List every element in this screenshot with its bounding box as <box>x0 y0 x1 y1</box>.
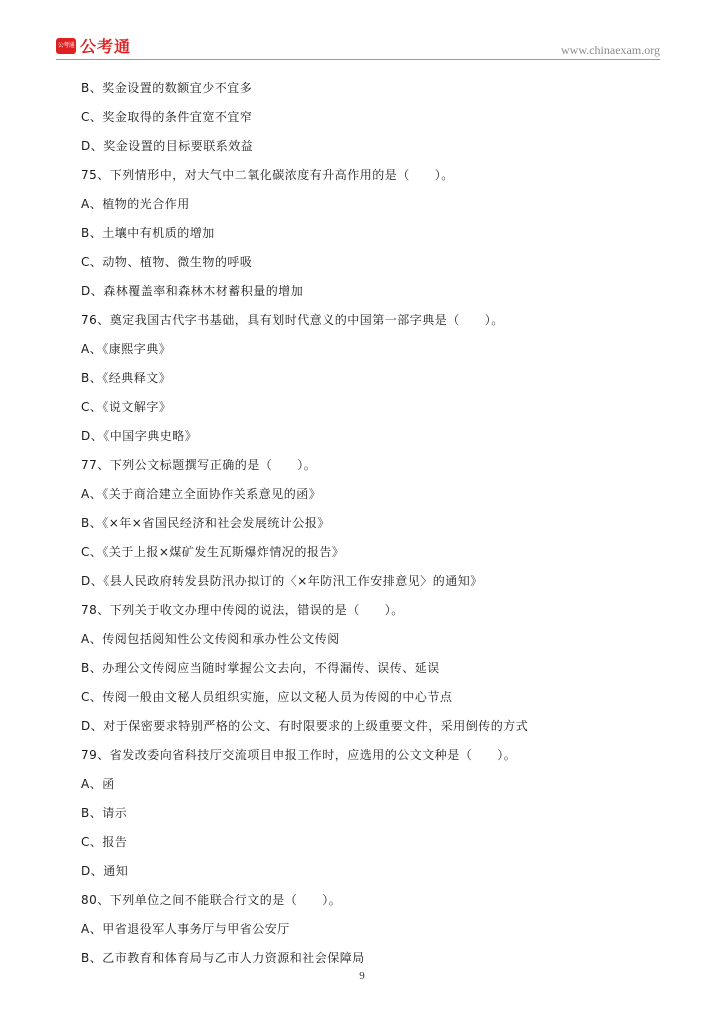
answer-option: D、奖金设置的目标要联系效益 <box>81 139 254 153</box>
answer-option: A、《关于商洽建立全面协作关系意见的函》 <box>81 487 322 501</box>
answer-option: A、函 <box>81 777 115 791</box>
question-stem: 80、下列单位之间不能联合行文的是（ ）。 <box>81 893 342 907</box>
answer-option: A、植物的光合作用 <box>81 197 190 211</box>
answer-option: D、森林覆盖率和森林木材蓄积量的增加 <box>81 284 304 298</box>
answer-option: D、通知 <box>81 864 129 878</box>
answer-option: C、《关于上报×煤矿发生瓦斯爆炸情况的报告》 <box>81 545 345 559</box>
site-url[interactable]: www.chinaexam.org <box>561 43 660 57</box>
question-stem: 77、下列公文标题撰写正确的是（ ）。 <box>81 458 317 472</box>
header-divider <box>56 59 660 60</box>
logo-text: 公考通 <box>80 37 132 56</box>
document-body <box>81 78 661 977</box>
answer-option: A、甲省退役军人事务厅与甲省公安厅 <box>81 922 290 936</box>
page-number: 9 <box>359 970 365 982</box>
question-stem: 75、下列情形中，对大气中二氧化碳浓度有升高作用的是（ ）。 <box>81 168 454 182</box>
question-stem: 76、奠定我国古代字书基础，具有划时代意义的中国第一部字典是（ ）。 <box>81 313 504 327</box>
answer-option: B、土壤中有机质的增加 <box>81 226 215 240</box>
answer-option: C、动物、植物、微生物的呼吸 <box>81 255 253 269</box>
logo-badge-icon: 公考通 <box>56 38 76 54</box>
answer-option: D、《县人民政府转发县防汛办拟订的〈×年防汛工作安排意见〉的通知》 <box>81 574 483 588</box>
question-stem: 78、下列关于收文办理中传阅的说法，错误的是（ ）。 <box>81 603 404 617</box>
logo[interactable] <box>56 34 131 57</box>
answer-option: A、传阅包括阅知性公文传阅和承办性公文传阅 <box>81 632 340 646</box>
answer-option: C、传阅一般由文秘人员组织实施，应以文秘人员为传阅的中心节点 <box>81 690 453 704</box>
answer-option: C、《说文解字》 <box>81 400 172 414</box>
answer-option: C、报告 <box>81 835 128 849</box>
answer-option: B、办理公文传阅应当随时掌握公文去向，不得漏传、误传、延误 <box>81 661 440 675</box>
answer-option: D、《中国字典史略》 <box>81 429 198 443</box>
answer-option: D、对于保密要求特别严格的公文、有时限要求的上级重要文件，采用倒传的方式 <box>81 719 529 733</box>
page-header <box>56 34 660 60</box>
answer-option: B、《×年×省国民经济和社会发展统计公报》 <box>81 516 330 530</box>
question-stem: 79、省发改委向省科技厅交流项目申报工作时，应选用的公文文种是（ ）。 <box>81 748 517 762</box>
answer-option: B、《经典释文》 <box>81 371 172 385</box>
answer-option: C、奖金取得的条件宜宽不宜窄 <box>81 110 253 124</box>
answer-option: A、《康熙字典》 <box>81 342 172 356</box>
answer-option: B、奖金设置的数额宜少不宜多 <box>81 81 253 95</box>
answer-option: B、乙市教育和体育局与乙市人力资源和社会保障局 <box>81 951 365 965</box>
answer-option: B、请示 <box>81 806 128 820</box>
